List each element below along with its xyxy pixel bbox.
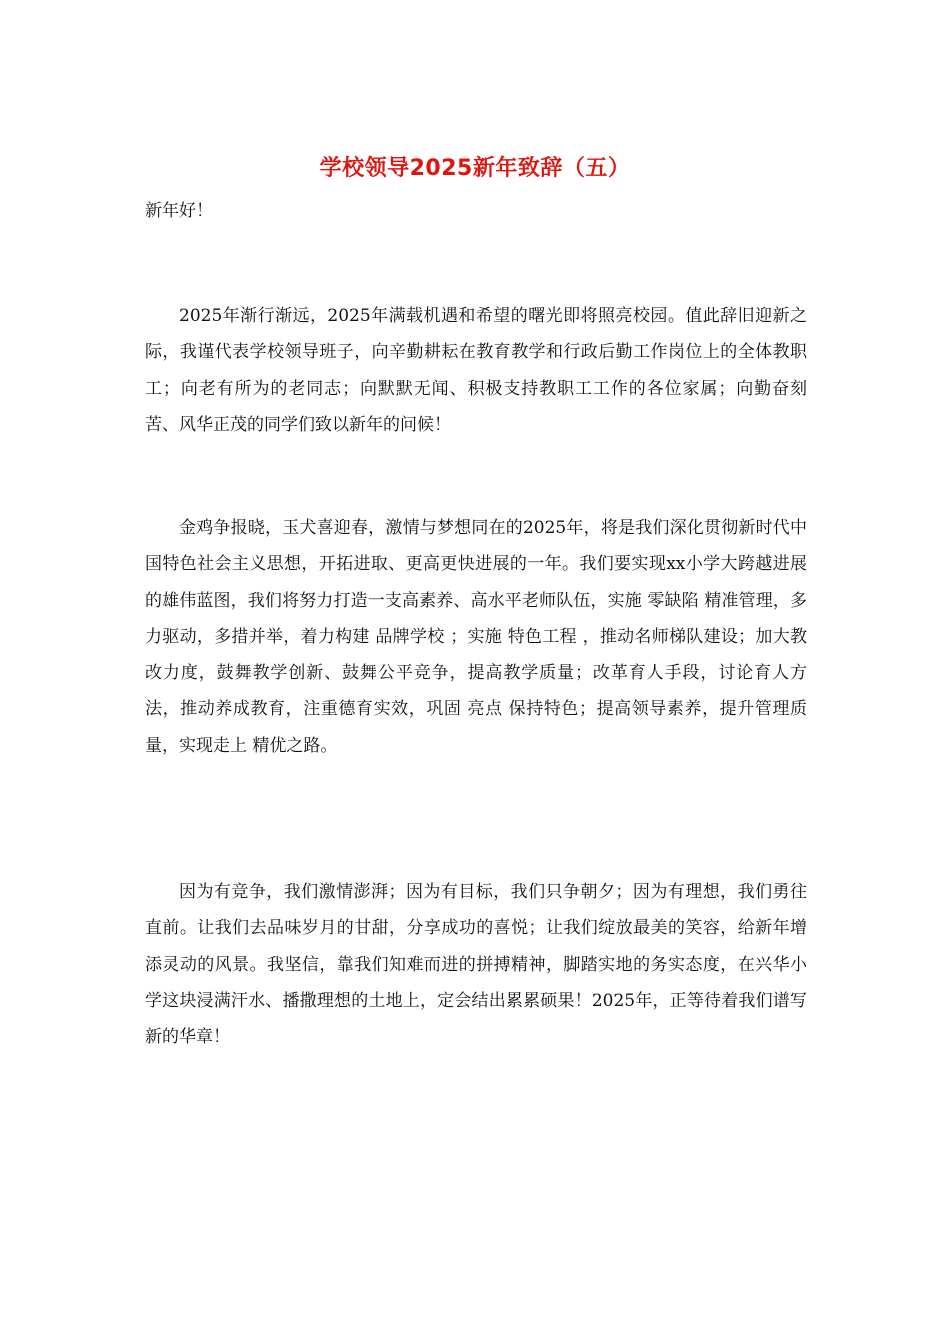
- greeting-line: 新年好！: [145, 201, 213, 221]
- paragraph-1: 2025年渐行渐远，2025年满载机遇和希望的曙光即将照亮校园。值此辞旧迎新之际，我谨代表学校领导班子，向辛勤耕耘在教育教学和行政后勤工作岗位上的全体教职工；向老有所为的老同志；向默默无闻、积极支持教职工工作的各位家属；向勤奋刻苦、风华正茂的同学们致以新年的问候！: [145, 306, 807, 435]
- paragraph-2: 金鸡争报晓，玉犬喜迎春，激情与梦想同在的2025年，将是我们深化贯彻新时代中国特色社会主义思想，开拓进取、更高更快进展的一年。我们要实现xx小学大跨越进展 的雄伟蓝图，我们将努力打造一支高素养、高水平老师队伍，实施 零缺陷 精准管理，多力驱动，多措并举，着力构建 品牌学校 ；实施 特色工程 ，推动名师梯队建设；加大教改力度，鼓舞教学创新、鼓舞公平竞争，提高教学质量；改革育人手段，讨论育人方法，推动养成教育，注重德育实效，巩固 亮点 保持特色；提高领导素养，提升管理质量，实现走上 精优之路。: [145, 518, 807, 756]
- document-title: 学校领导2025新年致辞（五）: [319, 156, 631, 181]
- paragraph-3: 因为有竞争，我们激情澎湃；因为有目标，我们只争朝夕；因为有理想，我们勇往直前。让我们去品味岁月的甘甜，分享成功的喜悦；让我们绽放最美的笑容，给新年增添灵动的风景。我坚信，靠我们知难而进的拼搏精神，脚踏实地的务实态度，在兴华小学这块浸满汗水、播撒理想的土地上，定会结出累累硕果！2025年，正等待着我们谱写新的华章！: [145, 882, 807, 1048]
